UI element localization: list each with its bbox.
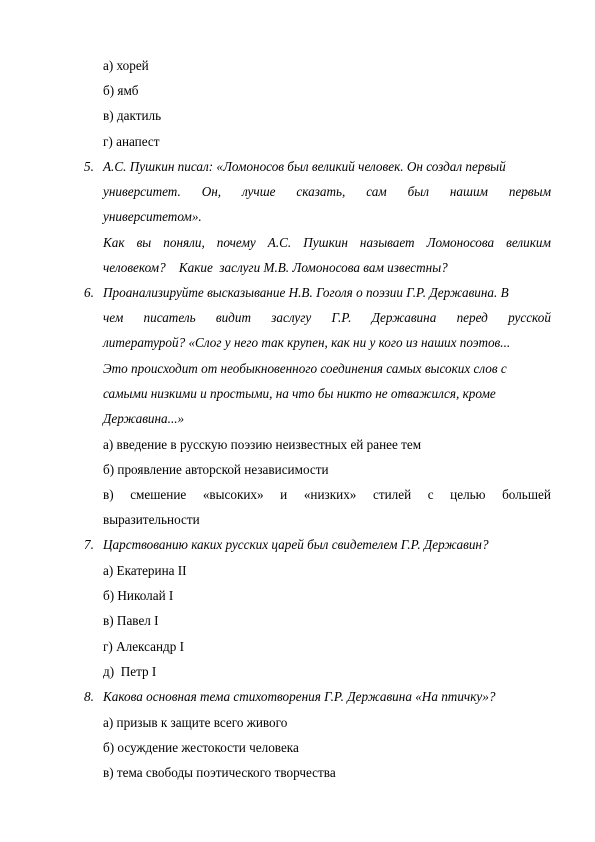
word: «низких»	[303, 487, 357, 502]
option-4c: в) дактиль	[103, 108, 162, 123]
word: нашим	[449, 184, 488, 199]
option-8a: а) призыв к защите всего живого	[103, 715, 288, 730]
question-5-line-5: человеком? Какие заслуги М.В. Ломоносова вам известны?	[103, 260, 448, 275]
word: и	[280, 487, 288, 502]
option-6c-line-2: выразительности	[103, 512, 200, 527]
question-7-text: Царствованию каких русских царей был свидетелем Г.Р. Державин?	[103, 537, 489, 552]
word: первым	[508, 184, 551, 199]
word: вы	[136, 235, 152, 250]
word: стилей	[372, 487, 412, 502]
word: великим	[506, 235, 551, 250]
option-6b: б) проявление авторской независимости	[103, 462, 329, 477]
option-7a: а) Екатерина II	[103, 563, 187, 578]
option-6c-line-1	[103, 487, 551, 503]
question-7-number: 7.	[84, 537, 94, 552]
question-5-line-4	[103, 235, 551, 251]
option-8c: в) тема свободы поэтического творчества	[103, 765, 336, 780]
option-8b: б) осуждение жестокости человека	[103, 740, 299, 755]
option-4d: г) анапест	[103, 134, 160, 149]
option-7d: г) Александр I	[103, 639, 185, 654]
question-8-text: Какова основная тема стихотворения Г.Р. Державина «На птичку»?	[103, 689, 496, 704]
word: в)	[103, 487, 114, 502]
question-6-number: 6.	[84, 285, 94, 300]
question-6-line-2	[103, 310, 551, 326]
word: лучше	[241, 184, 276, 199]
question-5-line-3: университетом».	[103, 209, 202, 224]
question-6-line-4: Это происходит от необыкновенного соединения самых высоких слов с	[103, 361, 507, 376]
word: А.С.	[267, 235, 292, 250]
option-6a: а) введение в русскую поэзию неизвестных ей ранее тем	[103, 437, 422, 452]
word: сам	[366, 184, 387, 199]
word: большей	[502, 487, 551, 502]
word: писатель	[143, 310, 196, 325]
word: целью	[450, 487, 486, 502]
word: смешение	[130, 487, 187, 502]
word: с	[427, 487, 434, 502]
word: называет	[359, 235, 415, 250]
word: Как	[103, 235, 125, 250]
option-7c: в) Павел I	[103, 613, 159, 628]
question-5-number: 5.	[84, 159, 94, 174]
word: Г.Р.	[331, 310, 352, 325]
word: почему	[216, 235, 256, 250]
word: Державина	[371, 310, 437, 325]
word: чем	[103, 310, 124, 325]
word: Пушкин	[303, 235, 348, 250]
question-6-line-3: литературой? «Слог у него так крупен, как ни у кого из наших поэтов...	[103, 335, 511, 350]
word: видит	[215, 310, 251, 325]
question-5-line-2	[103, 184, 551, 200]
option-7e: д) Петр I	[103, 664, 157, 679]
word: университет.	[103, 184, 181, 199]
option-4b: б) ямб	[103, 83, 139, 98]
word: «высоких»	[202, 487, 264, 502]
word: был	[407, 184, 429, 199]
word: русской	[508, 310, 551, 325]
word: перед	[456, 310, 488, 325]
question-6-line-1: Проанализируйте высказывание Н.В. Гоголя о поэзии Г.Р. Державина. В	[103, 285, 509, 300]
word: сказать,	[296, 184, 346, 199]
word: Ломоносова	[426, 235, 495, 250]
question-8-number: 8.	[84, 689, 94, 704]
word: поняли,	[163, 235, 205, 250]
word: заслугу	[271, 310, 312, 325]
question-6-line-5: самыми низкими и простыми, на что бы никто не отважился, кроме	[103, 386, 496, 401]
question-6-line-6: Державина...»	[103, 411, 185, 426]
word: Он,	[201, 184, 222, 199]
question-5-line-1: А.С. Пушкин писал: «Ломоносов был великий человек. Он создал первый	[103, 159, 506, 174]
option-7b: б) Николай I	[103, 588, 174, 603]
option-4a: а) хорей	[103, 58, 149, 73]
